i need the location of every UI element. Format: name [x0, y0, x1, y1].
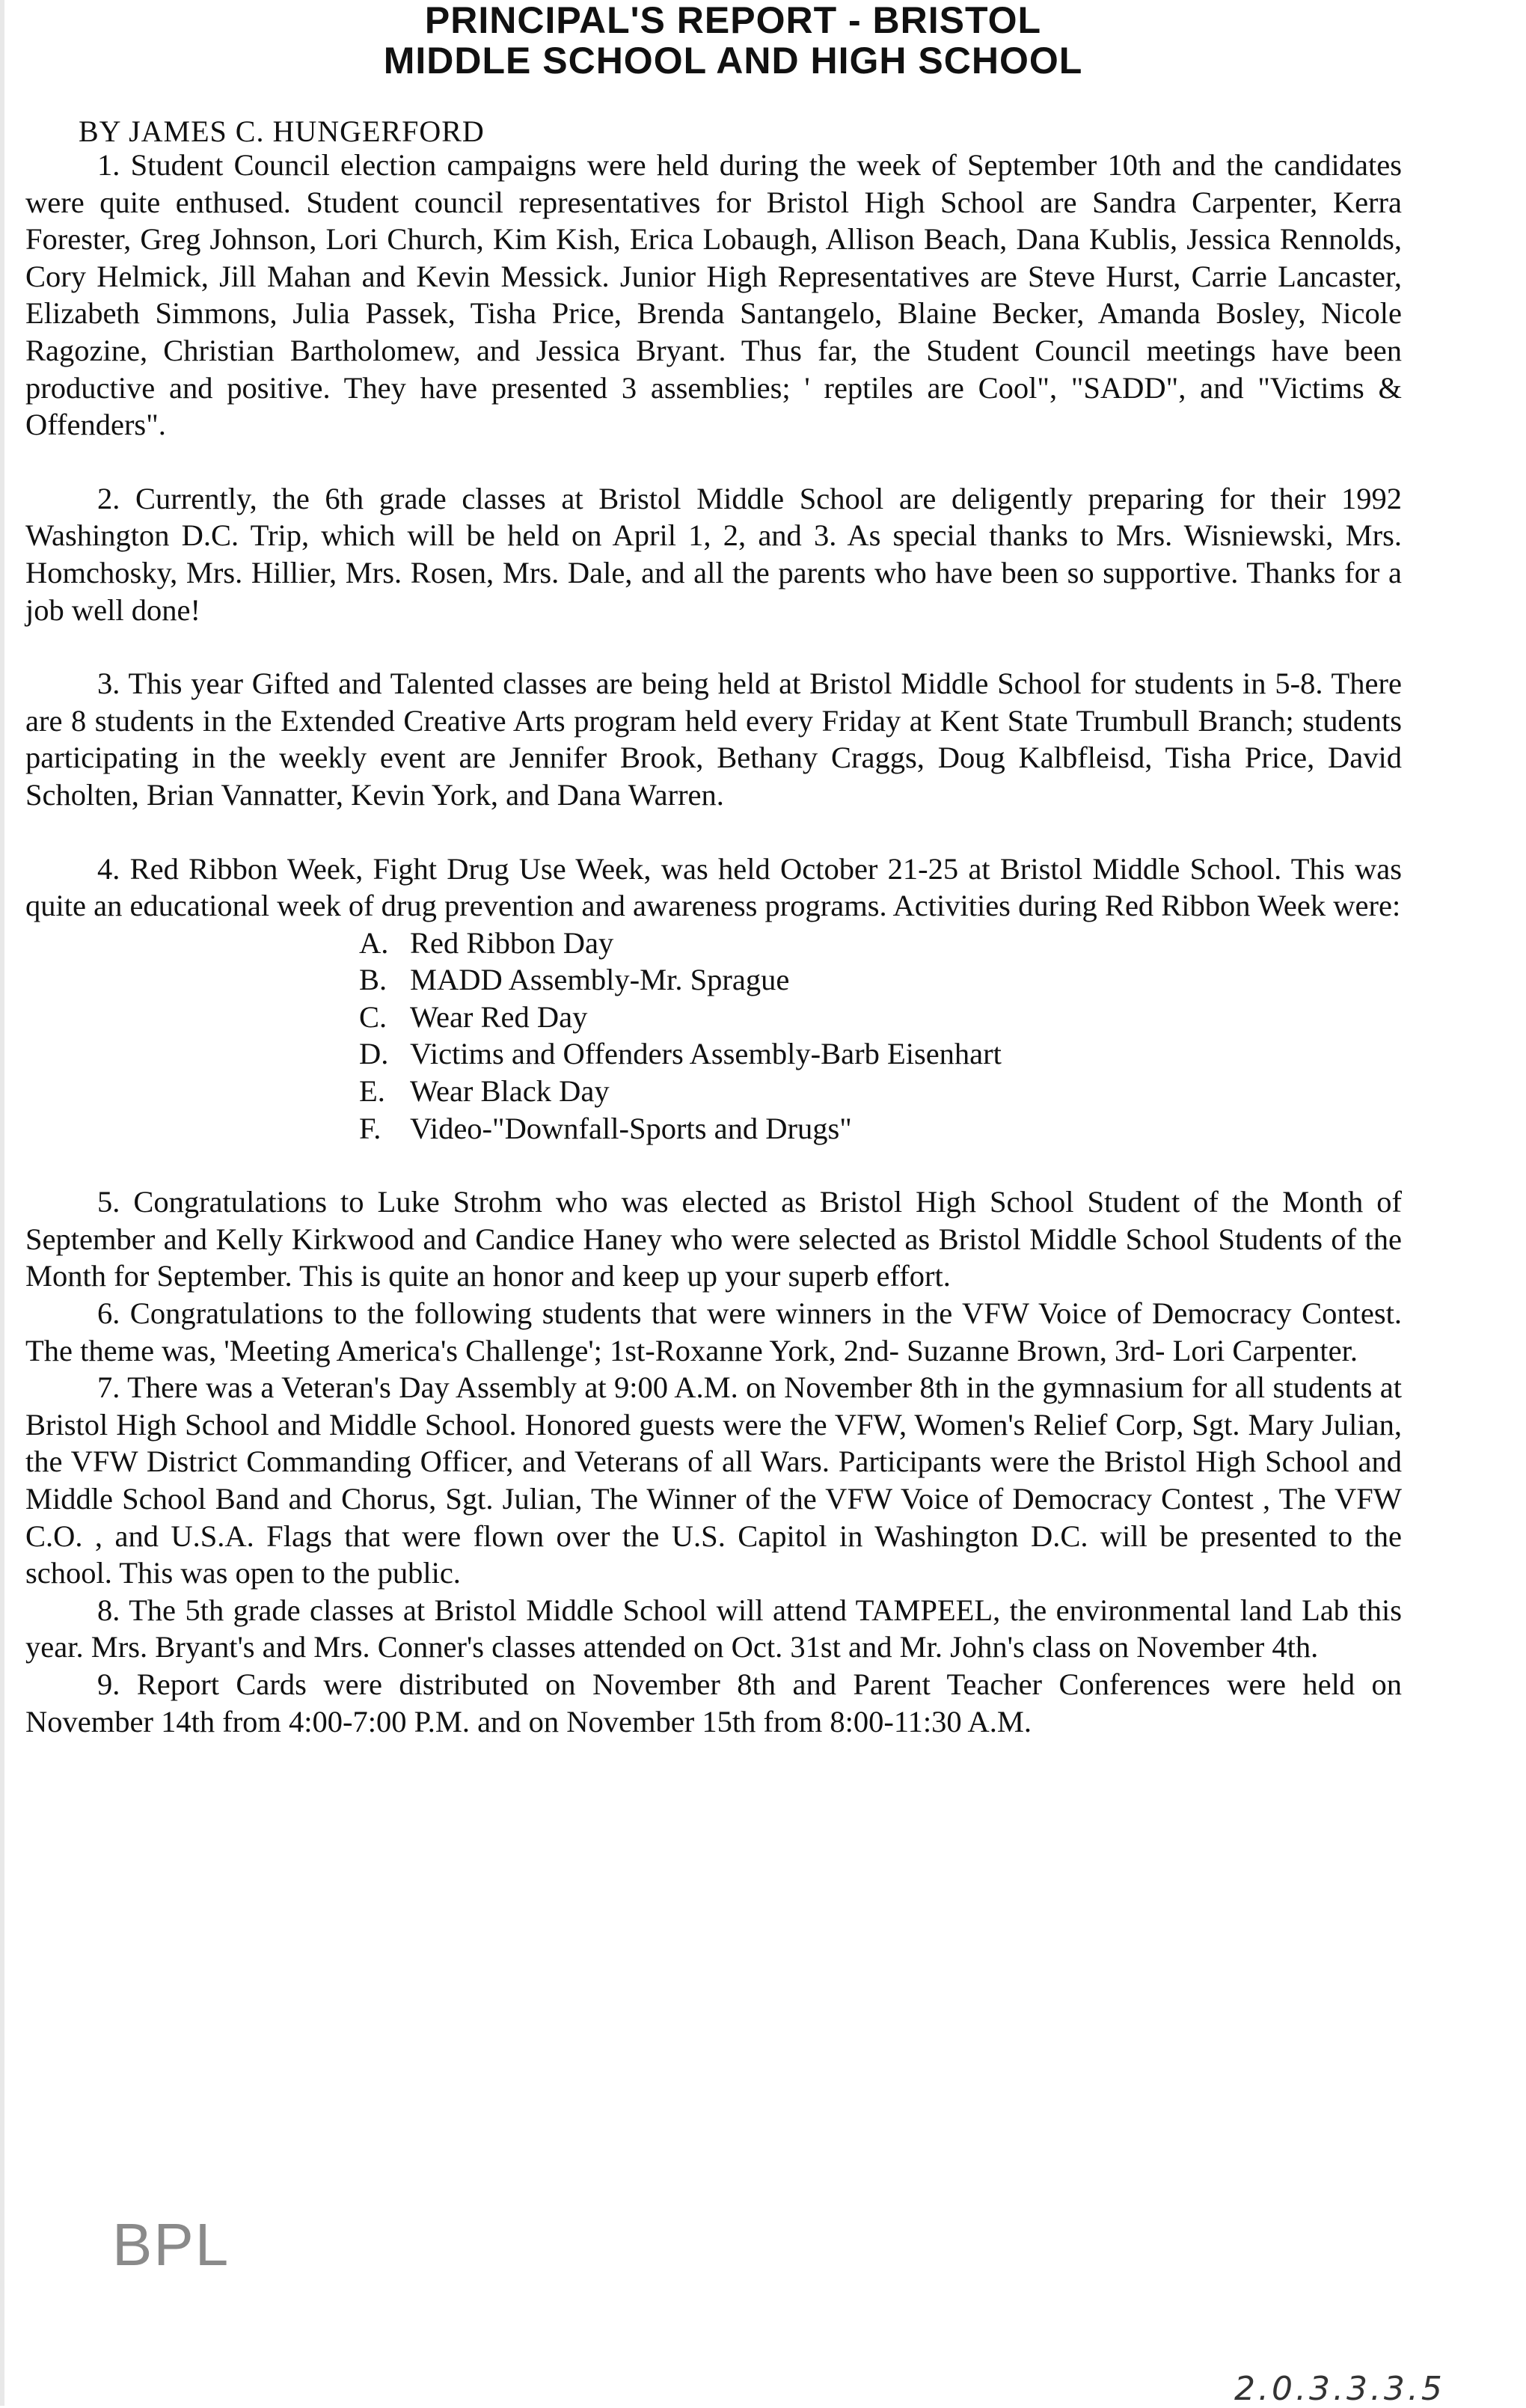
list-item	[359, 1073, 1402, 1110]
title-line-2: MIDDLE SCHOOL AND HIGH SCHOOL	[383, 40, 1083, 82]
report-item-6: 6. Congratulations to the following students that were winners in the VFW Voice of Democracy Contest. The theme was, 'Meeting America's Challenge'; 1st-Roxanne York, 2nd- Suzanne Brown, 3rd- Lori Carpenter.	[25, 1296, 1402, 1367]
list-item-text: Wear Red Day	[410, 999, 588, 1034]
list-item-letter: F.	[359, 1111, 382, 1145]
report-item-4: 4. Red Ribbon Week, Fight Drug Use Week, was held October 21-25 at Bristol Middle School. This was quite an educational week of drug prevention and awareness programs. Activities during Red Ribbon Week were:	[25, 851, 1402, 923]
title-line-1: PRINCIPAL'S REPORT - BRISTOL	[424, 0, 1042, 41]
report-item-1: 1. Student Council election campaigns were held during the week of September 10th and the candidates were quite enthused. Student council representatives for Bristol High School are Sandra Carpenter, Kerra Forester, Greg Johnson, Lori Church, Kim Kish, Erica Lobaugh, Allison Beach, Dana Kublis, Jessica Rennolds, Cory Helmick, Jill Mahan and Kevin Messick. Junior High Representatives are Steve Hurst, Carrie Lancaster, Elizabeth Simmons, Julia Passek, Tisha Price, Brenda Santangelo, Blaine Becker, Amanda Bosley, Nicole Ragozine, Christian Bartholomew, and Jessica Bryant. Thus far, the Student Council meetings have been productive and positive. They have presented 3 assemblies; ' reptiles are Cool", "SADD", and "Victims & Offenders".	[25, 148, 1402, 442]
accession-number: 2.0.3.3.3.5	[1234, 2370, 1445, 2408]
report-item-5: 5. Congratulations to Luke Strohm who was elected as Bristol High School Student of the Month of September and Kelly Kirkwood and Candice Haney who were selected as Bristol Middle School Students of the Month for September. This is quite an honor and keep up your superb effort.	[25, 1185, 1402, 1293]
list-item-letter: D.	[359, 1037, 389, 1071]
list-item-text: Red Ribbon Day	[410, 925, 614, 960]
byline: BY JAMES C. HUNGERFORD	[79, 114, 485, 148]
list-item-letter: A.	[359, 925, 389, 960]
list-item-letter: C.	[359, 999, 387, 1034]
list-item	[359, 961, 1402, 999]
activities-list	[25, 925, 1402, 1148]
list-item-text: Victims and Offenders Assembly-Barb Eisenhart	[410, 1037, 1002, 1071]
list-item-text: MADD Assembly-Mr. Sprague	[410, 963, 790, 997]
list-item-text: Wear Black Day	[410, 1074, 610, 1109]
report-item-3: 3. This year Gifted and Talented classes are being held at Bristol Middle School for students in 5-8. There are 8 students in the Extended Creative Arts program held every Friday at Kent State Trumbull Branch; students participating in the weekly event are Jennifer Brook, Bethany Craggs, Doug Kalbfleisd, Tisha Price, David Scholten, Brian Vannatter, Kevin York, and Dana Warren.	[25, 667, 1402, 812]
report-item-8: 8. The 5th grade classes at Bristol Middle School will attend TAMPEEL, the environmental land Lab this year. Mrs. Bryant's and Mrs. Conner's classes attended on Oct. 31st and Mr. John's class on November 4th.	[25, 1593, 1402, 1664]
report-item-7: 7. There was a Veteran's Day Assembly at 9:00 A.M. on November 8th in the gymnasium for all students at Bristol High School and Middle School. Honored guests were the VFW, Women's Relief Corp, Sgt. Mary Julian, the VFW District Commanding Officer, and Veterans of all Wars. Participants were the Bristol High School and Middle School Band and Chorus, Sgt. Julian, The Winner of the VFW Voice of Democracy Contest , The VFW C.O. , and U.S.A. Flags that were flown over the U.S. Capitol in Washington D.C. will be presented to the school. This was open to the public.	[25, 1370, 1402, 1590]
list-item	[359, 1035, 1402, 1073]
list-item-letter: E.	[359, 1074, 385, 1109]
scan-edge	[0, 0, 4, 2406]
list-item	[359, 999, 1402, 1036]
report-item-2: 2. Currently, the 6th grade classes at Bristol Middle School are deligently preparing for their 1992 Washington D.C. Trip, which will be held on April 1, 2, and 3. As special thanks to Mrs. Wisniewski, Mrs. Homchosky, Mrs. Hillier, Mrs. Rosen, Mrs. Dale, and all the parents who have been so supportive. Thanks for a job well done!	[25, 481, 1402, 627]
page-title	[209, 0, 1257, 81]
list-item	[359, 1110, 1402, 1148]
library-watermark: BPL	[112, 2211, 230, 2278]
report-body	[25, 147, 1402, 1740]
list-item-letter: B.	[359, 963, 387, 997]
report-item-9: 9. Report Cards were distributed on November 8th and Parent Teacher Conferences were held on November 14th from 4:00-7:00 P.M. and on November 15th from 8:00-11:30 A.M.	[25, 1667, 1402, 1738]
list-item	[359, 925, 1402, 962]
list-item-text: Video-"Downfall-Sports and Drugs"	[410, 1111, 852, 1145]
